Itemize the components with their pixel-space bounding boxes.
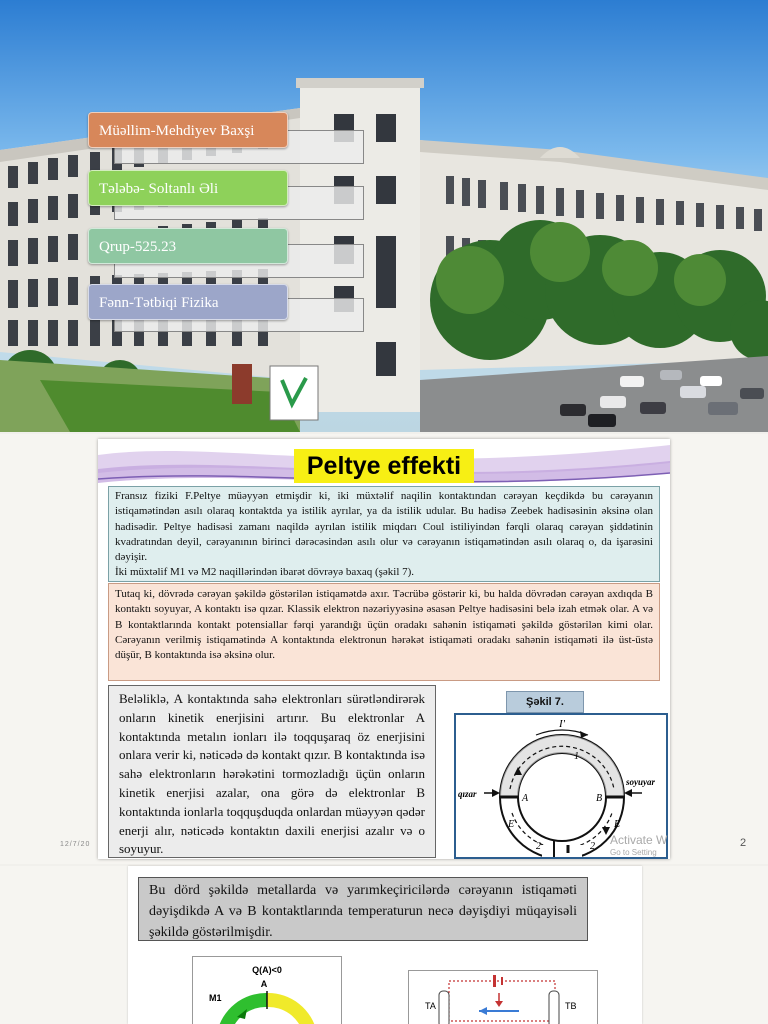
watermark-line-1: Activate W — [610, 833, 668, 847]
field-right-label: E — [614, 819, 621, 830]
contact-a-label: A — [260, 979, 268, 989]
cools-label: soyuyar — [626, 777, 655, 787]
wire-2-right-label: 2 — [590, 841, 595, 852]
subject-label: Fənn-Tətbiqi Fizika — [88, 284, 288, 320]
student-label: Tələbə- Soltanlı Əli — [88, 170, 288, 206]
heat-q-label: Q(A)<0 — [252, 965, 282, 975]
watermark-line-2: Go to Setting — [610, 848, 657, 857]
intro-last-line: İki müxtəlif M1 və M2 naqillərindən ibarət dövrəyə baxaq (şəkil 7). — [115, 566, 415, 579]
group-label: Qrup-525.23 — [88, 228, 288, 264]
figure-caption: Şəkil 7. — [506, 691, 584, 713]
wire-1-label: 1 — [574, 751, 579, 762]
contact-b-label: B — [596, 793, 603, 804]
conclusion-paragraph: Beləliklə, A kontaktında sahə elektronları sürətləndirərək onların kinetik enerjisini artırır. Bu elektronlar A kontaktında metalın ionları ilə toqquşaraq öz enerjisini onlara verir ki, nəticədə də kontakt qızır. B kontaktında isə sahə elektronların hərəkətini tormozladığı üçün onların kinetik enerjisi azalar, ona görə də elektronlar B kontaktında ionlarla toqquşduqda onlardan müəyyən qədər enerji alır, nəticədə kontaktın daxili enerjisi azalır və o soyuyur. — [108, 685, 436, 858]
ring-diagram — [193, 957, 341, 1024]
contact-a-label: A — [522, 793, 529, 804]
metal-m1-label: M1 — [209, 993, 222, 1003]
intro-text: Fransız fiziki F.Peltye müəyyən etmişdir ki, iki müxtəlif naqilin kontaktından cərəyan keçdikdə bu cərəyanın istiqamətindən asılı olaraq kontaktda ya istilik ayrılar, ya da istilik udular. Bu hadisə Zeebek hadisəsinin əksinə olan hadisədir. Peltye hadisəsi zamanı naqildə ayrılan istilik miqdarı Coul istiliyindən fərqli olaraq cərəyan şiddətinin kvadratından deyil, cərəyanının birinci dərəcəsindən asılı olur və cərəyanın istiqamətindən asılı olaraq o, da işarəsini dəyişir. — [115, 490, 653, 564]
temperature-a-label: TA — [425, 1001, 436, 1011]
circuit-diagram — [409, 971, 597, 1024]
explanation-paragraph: Tutaq ki, dövrədə cərəyan şəkildə göstərilən istiqamətdə axır. Təcrübə göstərir ki, bu halda dövrədən cərəyan axdıqda B kontaktı soyuyar, A kontaktı isə qızar. Klassik elektron nəzəriyyəsinə əsasən Peltye hadisəsini belə izah etmək olar. A və B kontaktlarında kontakt potensiallar fərqi yarandığı üçün oradakı sahənin istiqaməti şəkildə göstərilən kimi olar. Cərəyanın verilmiş istiqamətində A kontaktında elektronun hərəkət istiqaməti oradakı sahənin istiqaməti ilə üst-üstə düşür, B kontaktında isə əksinə olur. — [108, 583, 660, 681]
intro-paragraph — [108, 486, 660, 582]
current-label: I' — [558, 718, 566, 730]
title-slide — [0, 0, 768, 432]
slide-title: Peltye effekti — [294, 449, 474, 483]
slide-date: 12/7/20 — [60, 841, 91, 848]
heats-label: qızar — [458, 789, 477, 799]
comparison-slide — [0, 866, 768, 1024]
semiconductor-circuit-figure — [408, 970, 598, 1024]
temperature-b-label: TB — [565, 1001, 577, 1011]
slide-frame — [128, 866, 642, 1024]
activation-watermark — [610, 833, 667, 857]
page-number: 2 — [740, 837, 747, 849]
field-left-label: E — [508, 819, 515, 830]
slide-frame — [98, 439, 670, 859]
wire-2-left-label: 2 — [536, 841, 541, 852]
metal-ring-figure — [192, 956, 342, 1024]
comparison-paragraph: Bu dörd şəkildə metallarda və yarımkeçiricilərdə cərəyanın istiqaməti dəyişdikdə A və B kontaktlarında temperaturun necə dəyişdiyi müqayisəli şəkildə göstərilmişdir. — [138, 877, 588, 941]
peltier-slide — [0, 434, 768, 864]
teacher-label: Müəllim-Mehdiyev Baxşi — [88, 112, 288, 148]
